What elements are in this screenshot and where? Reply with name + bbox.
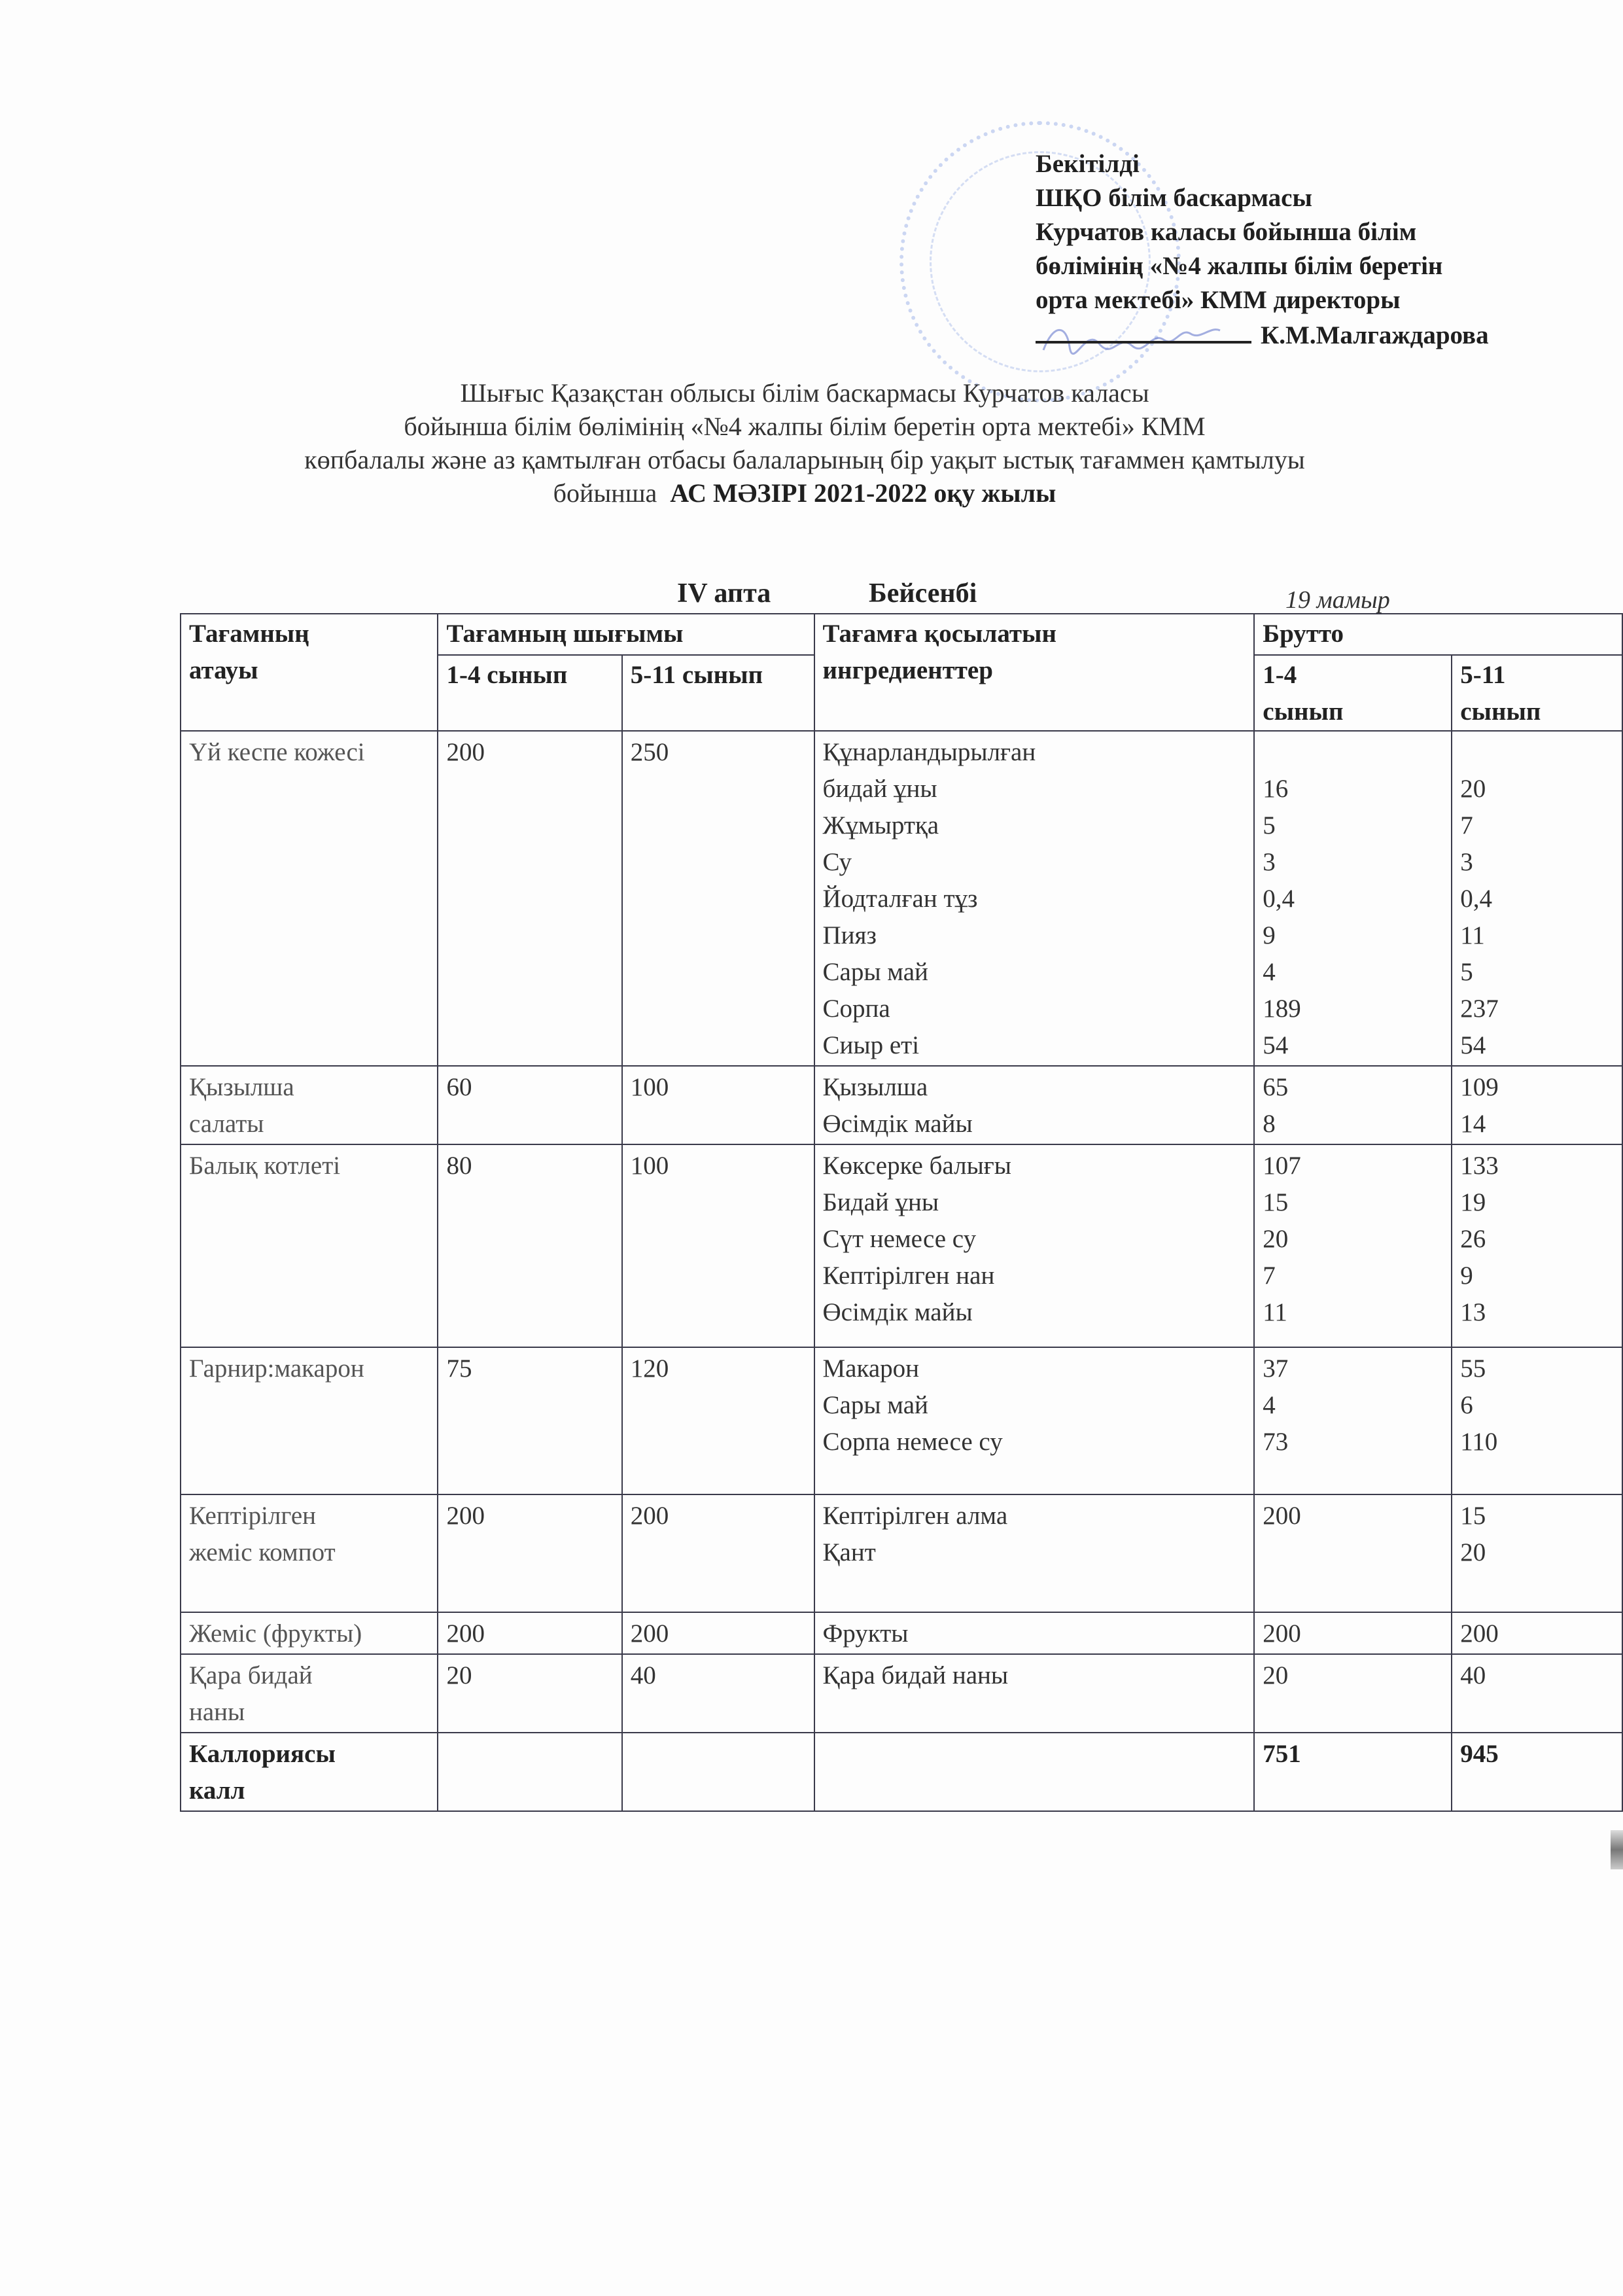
brutto-5-11-line: 133 bbox=[1460, 1152, 1499, 1180]
output-1-4 bbox=[438, 1654, 621, 1733]
output-1-4 bbox=[438, 1066, 621, 1144]
output-1-4-line: 75 bbox=[446, 1354, 472, 1383]
output-5-11 bbox=[622, 1347, 814, 1494]
brutto-5-11-line: 20 bbox=[1460, 1538, 1486, 1566]
ingredients bbox=[814, 1066, 1255, 1144]
brutto-1-4-line: 107 bbox=[1263, 1152, 1301, 1180]
ingredients-line: Қызылша bbox=[822, 1073, 928, 1101]
total-brutto-5-11 bbox=[1452, 1733, 1622, 1811]
brutto-1-4-line: 54 bbox=[1263, 1031, 1289, 1059]
day-label: Бейсенбі bbox=[869, 578, 977, 609]
brutto-1-4 bbox=[1254, 1066, 1452, 1144]
calories-label bbox=[181, 1733, 438, 1811]
brutto-5-11 bbox=[1452, 1347, 1622, 1494]
header-output: Тағамның шығымы bbox=[438, 614, 814, 655]
header-brutto-5-11: 5-11 сынып bbox=[1452, 655, 1622, 731]
output-1-4 bbox=[438, 731, 621, 1066]
dish-name-line: Балық котлеті bbox=[189, 1152, 341, 1180]
output-5-11 bbox=[622, 1612, 814, 1654]
dish-name-line: Кептірілген bbox=[189, 1502, 317, 1530]
approval-block bbox=[1036, 147, 1489, 353]
output-5-11 bbox=[622, 731, 814, 1066]
title-line-3: көпбалалы және аз қамтылған отбасы балаларының бір уақыт ыстық тағаммен қамтылуы bbox=[304, 445, 1305, 474]
brutto-5-11 bbox=[1452, 1144, 1622, 1347]
brutto-5-11-line: 55 bbox=[1460, 1354, 1486, 1383]
brutto-1-4-line: 5 bbox=[1263, 811, 1276, 839]
date-label: 19 мамыр bbox=[1285, 586, 1390, 614]
dish-name-line: Қара бидай bbox=[189, 1661, 313, 1689]
ingredients-line: бидай ұны bbox=[822, 775, 937, 803]
brutto-1-4-line: 15 bbox=[1263, 1188, 1289, 1216]
dish-name-line: Гарнир:макарон bbox=[189, 1354, 364, 1383]
ingredients-line: Пияз bbox=[822, 921, 877, 949]
brutto-5-11-line: 20 bbox=[1460, 775, 1486, 803]
brutto-1-4-line: 9 bbox=[1263, 921, 1276, 949]
brutto-1-4 bbox=[1254, 1612, 1452, 1654]
brutto-1-4-line: 11 bbox=[1263, 1298, 1287, 1326]
output-5-11 bbox=[622, 1066, 814, 1144]
brutto-5-11-line: 110 bbox=[1460, 1428, 1498, 1456]
brutto-1-4-line: 20 bbox=[1263, 1661, 1289, 1689]
empty-cell bbox=[814, 1733, 1255, 1811]
brutto-1-4-line bbox=[1263, 1534, 1444, 1571]
dish-name-line: салаты bbox=[189, 1110, 264, 1138]
dish-name-line: Үй кеспе кожесі bbox=[189, 738, 365, 766]
brutto-1-4-line: 4 bbox=[1263, 958, 1276, 986]
brutto-5-11-line: 109 bbox=[1460, 1073, 1499, 1101]
brutto-1-4 bbox=[1254, 1494, 1452, 1612]
dish-name bbox=[181, 1347, 438, 1494]
ingredients-line: Макарон bbox=[822, 1354, 920, 1383]
ingredients-line: Сиыр еті bbox=[822, 1031, 920, 1059]
calories-label-line: калл bbox=[189, 1776, 245, 1805]
output-5-11 bbox=[622, 1494, 814, 1612]
brutto-5-11 bbox=[1452, 1654, 1622, 1733]
dish-name-line: жеміс компот bbox=[189, 1538, 336, 1566]
brutto-5-11-line: 15 bbox=[1460, 1502, 1486, 1530]
output-5-11 bbox=[622, 1654, 814, 1733]
brutto-1-4 bbox=[1254, 1347, 1452, 1494]
ingredients-line: Жұмыртқа bbox=[822, 811, 939, 839]
calories-label-line: Каллориясы bbox=[189, 1740, 336, 1768]
output-1-4 bbox=[438, 1144, 621, 1347]
brutto-1-4 bbox=[1254, 1654, 1452, 1733]
brutto-5-11-line: 40 bbox=[1460, 1661, 1486, 1689]
brutto-1-4-line bbox=[1263, 734, 1444, 771]
output-1-4-line: 200 bbox=[446, 1502, 485, 1530]
brutto-1-4-line: 7 bbox=[1263, 1262, 1276, 1290]
brutto-1-4 bbox=[1254, 1144, 1452, 1347]
ingredients bbox=[814, 1347, 1255, 1494]
output-1-4-line: 60 bbox=[446, 1073, 472, 1101]
signature-row bbox=[1036, 317, 1489, 353]
header-ingredients: Тағамға қосылатын ингредиенттер bbox=[814, 614, 1255, 731]
output-1-4-line: 20 bbox=[446, 1661, 472, 1689]
total-brutto-1-4-line: 751 bbox=[1263, 1740, 1301, 1768]
output-1-4-line: 200 bbox=[446, 1619, 485, 1648]
output-1-4 bbox=[438, 1494, 621, 1612]
table-row bbox=[181, 1612, 1622, 1654]
ingredients-line: Сүт немесе су bbox=[822, 1225, 977, 1253]
approval-line: орта мектебі» КММ директоры bbox=[1036, 286, 1401, 314]
brutto-5-11-line: 200 bbox=[1460, 1619, 1499, 1648]
output-5-11-line: 40 bbox=[630, 1661, 656, 1689]
total-brutto-5-11-line: 945 bbox=[1460, 1740, 1499, 1768]
ingredients-line: Сары май bbox=[822, 958, 928, 986]
brutto-5-11-line: 3 bbox=[1460, 848, 1473, 876]
ingredients-line: Қара бидай наны bbox=[822, 1661, 1009, 1689]
ingredients bbox=[814, 731, 1255, 1066]
brutto-5-11-line: 13 bbox=[1460, 1298, 1486, 1326]
brutto-5-11-line: 19 bbox=[1460, 1188, 1486, 1216]
output-1-4 bbox=[438, 1347, 621, 1494]
dish-name bbox=[181, 1654, 438, 1733]
brutto-5-11 bbox=[1452, 1494, 1622, 1612]
brutto-5-11 bbox=[1452, 731, 1622, 1066]
table-row bbox=[181, 1654, 1622, 1733]
document-title bbox=[157, 376, 1452, 510]
dish-name bbox=[181, 1494, 438, 1612]
menu-table bbox=[180, 613, 1623, 1812]
header-dish-name: Тағамның атауы bbox=[181, 614, 438, 731]
brutto-1-4-line: 37 bbox=[1263, 1354, 1289, 1383]
table-row bbox=[181, 1144, 1622, 1347]
brutto-5-11-line: 54 bbox=[1460, 1031, 1486, 1059]
title-menu-year: АС МӘЗІРІ 2021-2022 bbox=[670, 478, 928, 508]
dish-name bbox=[181, 1612, 438, 1654]
header-output-1-4: 1-4 сынып bbox=[438, 655, 621, 731]
total-brutto-1-4 bbox=[1254, 1733, 1452, 1811]
dish-name bbox=[181, 1144, 438, 1347]
ingredients-line: Сорпа немесе су bbox=[822, 1428, 1003, 1456]
brutto-5-11-line: 5 bbox=[1460, 958, 1473, 986]
brutto-1-4-line: 16 bbox=[1263, 775, 1289, 803]
empty-cell bbox=[622, 1733, 814, 1811]
output-1-4-line: 80 bbox=[446, 1152, 472, 1180]
ingredients bbox=[814, 1654, 1255, 1733]
table-row bbox=[181, 1066, 1622, 1144]
brutto-1-4-line: 73 bbox=[1263, 1428, 1289, 1456]
output-5-11 bbox=[622, 1144, 814, 1347]
brutto-5-11-line: 0,4 bbox=[1460, 885, 1492, 913]
output-1-4-line: 200 bbox=[446, 738, 485, 766]
ingredients-line: Су bbox=[822, 848, 852, 876]
output-5-11-line: 200 bbox=[630, 1619, 669, 1648]
brutto-1-4-line: 4 bbox=[1263, 1391, 1276, 1419]
approval-line: бөлімінің «№4 жалпы білім беретін bbox=[1036, 252, 1443, 280]
brutto-5-11 bbox=[1452, 1612, 1622, 1654]
title-suffix: оқу жылы bbox=[934, 478, 1056, 508]
brutto-1-4-line: 200 bbox=[1263, 1619, 1301, 1648]
output-5-11-line: 200 bbox=[630, 1502, 669, 1530]
header-brutto: Брутто bbox=[1254, 614, 1622, 655]
ingredients-line: Құнарландырылған bbox=[822, 738, 1036, 766]
brutto-5-11-line: 14 bbox=[1460, 1110, 1486, 1138]
title-line-4 bbox=[157, 476, 1452, 510]
brutto-5-11-line: 237 bbox=[1460, 995, 1499, 1023]
brutto-1-4 bbox=[1254, 731, 1452, 1066]
brutto-5-11-line: 9 bbox=[1460, 1262, 1473, 1290]
ingredients bbox=[814, 1494, 1255, 1612]
ingredients-line: Кептірілген алма bbox=[822, 1502, 1008, 1530]
header-output-5-11: 5-11 сынып bbox=[622, 655, 814, 731]
ingredients-line: Бидай ұны bbox=[822, 1188, 939, 1216]
brutto-1-4-line: 0,4 bbox=[1263, 885, 1295, 913]
brutto-5-11-line: 26 bbox=[1460, 1225, 1486, 1253]
brutto-1-4-line: 20 bbox=[1263, 1225, 1289, 1253]
brutto-1-4-line: 3 bbox=[1263, 848, 1276, 876]
scan-edge-shadow bbox=[1611, 1830, 1623, 1869]
table-row bbox=[181, 1347, 1622, 1494]
approval-line: Курчатов каласы бойынша білім bbox=[1036, 218, 1417, 246]
brutto-5-11-line: 7 bbox=[1460, 811, 1473, 839]
brutto-5-11 bbox=[1452, 1066, 1622, 1144]
output-5-11-line: 250 bbox=[630, 738, 669, 766]
ingredients-line: Көксерке балығы bbox=[822, 1152, 1011, 1180]
output-1-4 bbox=[438, 1612, 621, 1654]
title-line-2: бойынша білім бөлімінің «№4 жалпы білім беретін орта мектебі» КММ bbox=[404, 412, 1206, 441]
ingredients-line: Сорпа bbox=[822, 995, 890, 1023]
ingredients-line: Өсімдік майы bbox=[822, 1298, 973, 1326]
ingredients-line: Қант bbox=[822, 1538, 876, 1566]
total-row bbox=[181, 1733, 1622, 1811]
ingredients bbox=[814, 1144, 1255, 1347]
approval-line: ШҚО білім баскармасы bbox=[1036, 184, 1312, 212]
brutto-5-11-line: 6 bbox=[1460, 1391, 1473, 1419]
brutto-5-11-line bbox=[1460, 734, 1615, 771]
brutto-1-4-line: 8 bbox=[1263, 1110, 1276, 1138]
brutto-1-4-line: 189 bbox=[1263, 995, 1301, 1023]
dish-name-line: наны bbox=[189, 1698, 245, 1726]
ingredients-line: Йодталған тұз bbox=[822, 885, 978, 913]
brutto-1-4-line: 200 bbox=[1263, 1502, 1301, 1530]
brutto-1-4-line: 65 bbox=[1263, 1073, 1289, 1101]
dish-name bbox=[181, 1066, 438, 1144]
title-line-1: Шығыс Қазақстан облысы білім баскармасы Курчатов каласы bbox=[460, 378, 1149, 408]
empty-cell bbox=[438, 1733, 621, 1811]
week-label: IV апта bbox=[677, 578, 771, 609]
output-5-11-line: 100 bbox=[630, 1152, 669, 1180]
output-5-11-line: 100 bbox=[630, 1073, 669, 1101]
dish-name bbox=[181, 731, 438, 1066]
table-row bbox=[181, 1494, 1622, 1612]
brutto-5-11-line: 11 bbox=[1460, 921, 1485, 949]
output-5-11-line: 120 bbox=[630, 1354, 669, 1383]
ingredients-line: Өсімдік майы bbox=[822, 1110, 973, 1138]
table-row bbox=[181, 731, 1622, 1066]
ingredients-line: Сары май bbox=[822, 1391, 928, 1419]
ingredients-line: Фрукты bbox=[822, 1619, 909, 1648]
signer-name: К.М.Малгаждарова bbox=[1261, 321, 1489, 349]
dish-name-line: Қызылша bbox=[189, 1073, 294, 1101]
ingredients-line: Кептірілген нан bbox=[822, 1262, 995, 1290]
ingredients bbox=[814, 1612, 1255, 1654]
title-prefix: бойынша bbox=[553, 478, 657, 508]
approval-line: Бекітілді bbox=[1036, 150, 1140, 178]
signature-line bbox=[1036, 317, 1251, 344]
header-brutto-1-4: 1-4 сынып bbox=[1254, 655, 1452, 731]
dish-name-line: Жеміс (фрукты) bbox=[189, 1619, 362, 1648]
